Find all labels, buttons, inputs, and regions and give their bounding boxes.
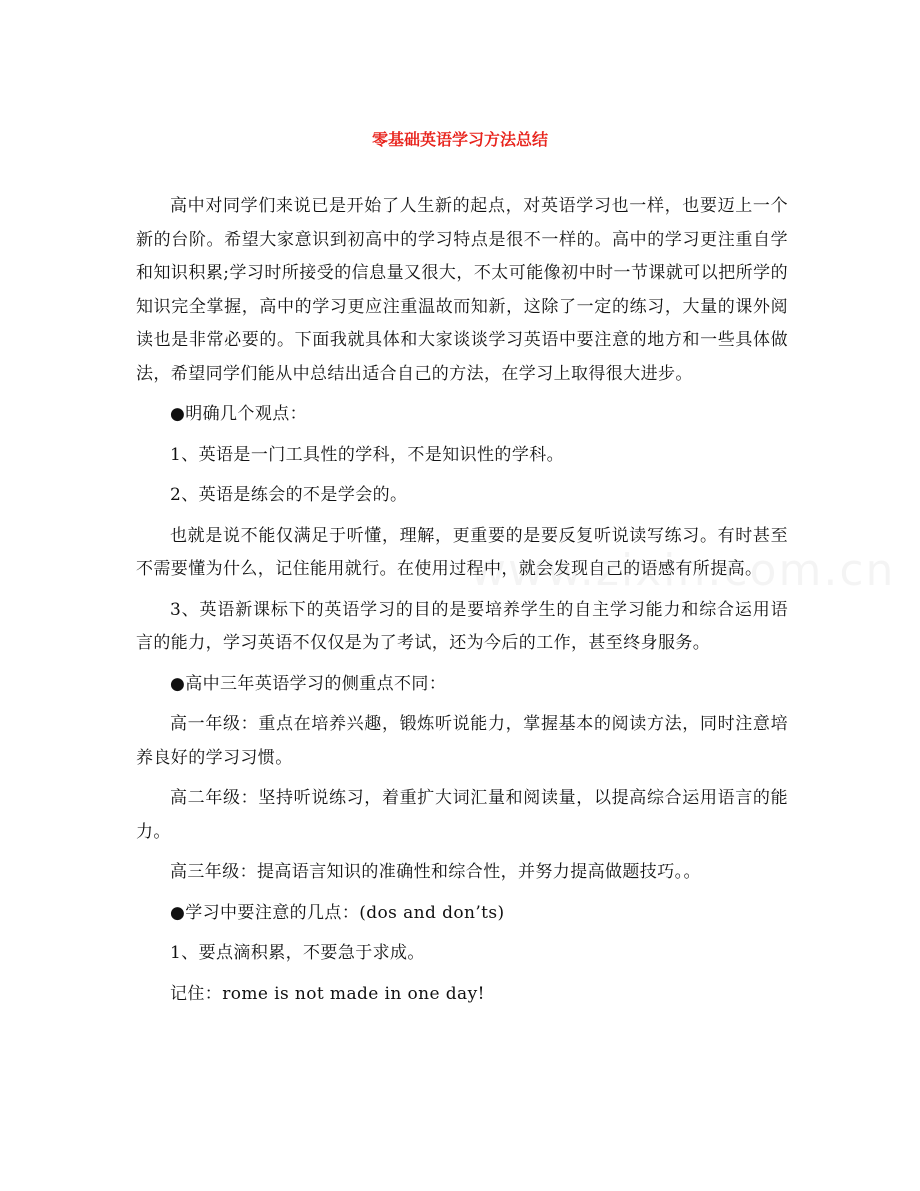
document-body bbox=[136, 190, 788, 1018]
grade-10-focus: 高一年级：重点在培养兴趣，锻炼听说能力，掌握基本的阅读方法，同时注意培养良好的学习习惯。 bbox=[136, 714, 788, 768]
grade-11-focus: 高二年级：坚持听说练习，着重扩大词汇量和阅读量，以提高综合运用语言的能力。 bbox=[136, 788, 788, 842]
tip-1: 1、要点滴积累，不要急于求成。 bbox=[170, 943, 425, 963]
intro-paragraph: 高中对同学们来说已是开始了人生新的起点，对英语学习也一样，也要迈上一个新的台阶。希望大家意识到初高中的学习特点是很不一样的。高中的学习更注重自学和知识积累;学习时所接受的信息量又很大，不太可能像初中时一节课就可以把所学的知识完全掌握，高中的学习更应注重温故而知新，这除了一定的练习，大量的课外阅读也是非常必要的。下面我就具体和大家谈谈学习英语中要注意的地方和一些具体做法，希望同学们能从中总结出适合自己的方法，在学习上取得很大进步。 bbox=[136, 196, 788, 384]
document-title: 零基础英语学习方法总结 bbox=[371, 130, 548, 149]
section-heading-viewpoints: ●明确几个观点： bbox=[170, 404, 308, 424]
viewpoint-2: 2、英语是练会的不是学会的。 bbox=[170, 485, 408, 505]
viewpoint-3: 3、英语新课标下的英语学习的目的是要培养学生的自主学习能力和综合运用语言的能力，学习英语不仅仅是为了考试，还为今后的工作，甚至终身服务。 bbox=[136, 599, 788, 653]
viewpoint-1: 1、英语是一门工具性的学科，不是知识性的学科。 bbox=[170, 444, 565, 465]
grade-12-focus: 高三年级：提高语言知识的准确性和综合性，并努力提高做题技巧。。 bbox=[170, 862, 701, 882]
section-heading-dos-donts: ●学习中要注意的几点：(dos and don’ts) bbox=[170, 902, 505, 923]
viewpoint-2-detail: 也就是说不能仅满足于听懂，理解，更重要的是要反复听说读写练习。有时甚至不需要懂为什么，记住能用就行。在使用过程中，就会发现自己的语感有所提高。 bbox=[136, 525, 788, 579]
section-heading-three-years: ●高中三年英语学习的侧重点不同： bbox=[170, 673, 447, 694]
tip-1-remember: 记住：rome is not made in one day! bbox=[170, 983, 485, 1004]
